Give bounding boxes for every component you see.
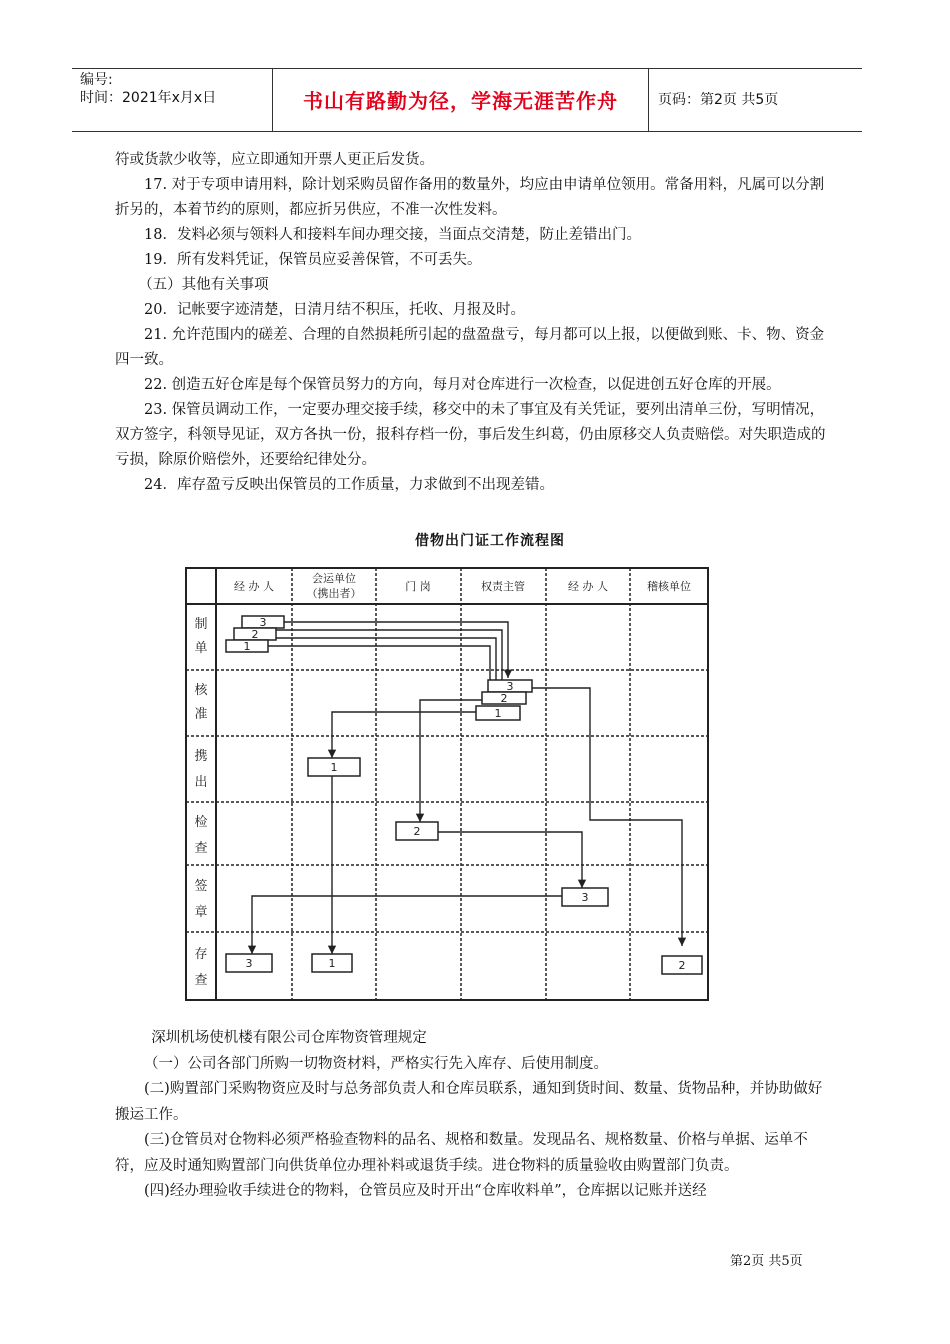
regulation-title: 深圳机场使机楼有限公司仓库物资管理规定 <box>151 1030 427 1046</box>
paragraph: （一）公司各部门所购一切物资材料，严格实行先入库存、后使用制度。 <box>144 1055 608 1072</box>
paragraph: 19．所有发料凭证，保管员应妥善保管，不可丢失。 <box>144 252 482 268</box>
page-header <box>72 68 862 132</box>
document-number-label: 编号: <box>80 72 113 88</box>
header-divider <box>648 69 649 131</box>
box-label: 3 <box>506 680 514 693</box>
column-header: 权责主管 <box>481 580 525 593</box>
row-label: 准 <box>194 707 208 722</box>
paragraph: 23. 保管员调动工作，一定要办理交接手续，移交中的未了事宜及有关凭证，要列出清单三份，写明情况，双方签字，科领导见证，双方各执一份，报科存档一份，事后发生纠葛，仍由原移交人负责赔偿。对失职造成的亏损，除原价赔偿外，还要给纪律处分。 <box>115 402 826 468</box>
paragraph: (三)仓管员对仓物料必须严格验查物料的品名、规格和数量。发现品名、规格数量、价格与单据、运单不符，应及时通知购置部门向供货单位办理补料或退货手续。进仓物料的质量验收由购置部门负责。 <box>115 1132 808 1174</box>
row-label: 签 <box>194 879 208 894</box>
row-label: 查 <box>194 841 208 856</box>
row-label: 检 <box>194 815 208 830</box>
page-footer: 第2页 共5页 <box>730 1254 803 1269</box>
row-label: 章 <box>194 905 208 920</box>
row-label: 查 <box>194 973 208 988</box>
box-label: 2 <box>678 959 686 972</box>
box-label: 2 <box>500 692 508 705</box>
paragraph: 17. 对于专项申请用料，除计划采购员留作备用的数量外，均应由申请单位领用。常备用料，凡属可以分割折另的，本着节约的原则，都应折另供应，不准一次性发料。 <box>115 177 825 218</box>
row-label: 核 <box>194 683 208 698</box>
body-text-top <box>115 148 835 498</box>
box-label: 1 <box>243 640 251 653</box>
paragraph: 18．发料必须与领料人和接料车间办理交接，当面点交清楚，防止差错出门。 <box>144 227 641 243</box>
body-text-bottom <box>115 1026 835 1205</box>
box-label: 3 <box>259 616 267 629</box>
flowchart <box>180 560 720 1010</box>
section-heading: （五）其他有关事项 <box>138 277 269 293</box>
header-motto: 书山有路勤为径，学海无涯苦作舟 <box>303 89 618 113</box>
box-label: 1 <box>328 957 336 970</box>
paragraph: 20．记帐要字迹清楚，日清月结不积压，托收、月报及时。 <box>144 302 525 318</box>
box-label: 1 <box>330 761 338 774</box>
row-label: 携 <box>194 749 208 764</box>
box-label: 3 <box>245 957 253 970</box>
row-label: 制 <box>194 617 208 632</box>
box-label: 2 <box>251 628 259 641</box>
flowchart-title: 借物出门证工作流程图 <box>415 533 565 549</box>
paragraph: 21. 允许范围内的磋差、合理的自然损耗所引起的盘盈盘亏，每月都可以上报，以便做到账、卡、物、资金四一致。 <box>115 327 825 368</box>
paragraph: 符或货款少收等，应立即通知开票人更正后发货。 <box>115 152 434 168</box>
document-date: 时间：2021年x月x日 <box>80 90 217 106</box>
column-header: 经 办 人 <box>568 580 608 593</box>
column-header: 稽核单位 <box>647 580 691 593</box>
flowchart-svg <box>180 560 720 1010</box>
row-label: 单 <box>194 641 208 656</box>
paragraph: (二)购置部门采购物资应及时与总务部负责人和仓库员联系，通知到货时间、数量、货物品种，并协助做好搬运工作。 <box>115 1081 823 1123</box>
paragraph: 22. 创造五好仓库是每个保管员努力的方向，每月对仓库进行一次检查，以促进创五好仓库的开展。 <box>144 377 781 393</box>
column-header: 会运单位 <box>312 572 356 585</box>
header-page-info: 页码：第2页 共5页 <box>658 92 779 108</box>
row-label: 出 <box>194 775 208 790</box>
column-header: （携出者） <box>306 587 362 600</box>
column-header: 经 办 人 <box>234 580 274 593</box>
header-meta <box>80 71 272 107</box>
box-label: 1 <box>494 707 502 720</box>
paragraph: 24．库存盈亏反映出保管员的工作质量，力求做到不出现差错。 <box>144 477 554 493</box>
row-label: 存 <box>194 947 208 962</box>
box-label: 3 <box>581 891 589 904</box>
column-header: 门 岗 <box>405 580 431 593</box>
box-label: 2 <box>413 825 421 838</box>
paragraph: (四)经办理验收手续进仓的物料，仓管员应及时开出“仓库收料单”，仓库据以记账并送经 <box>144 1183 707 1199</box>
